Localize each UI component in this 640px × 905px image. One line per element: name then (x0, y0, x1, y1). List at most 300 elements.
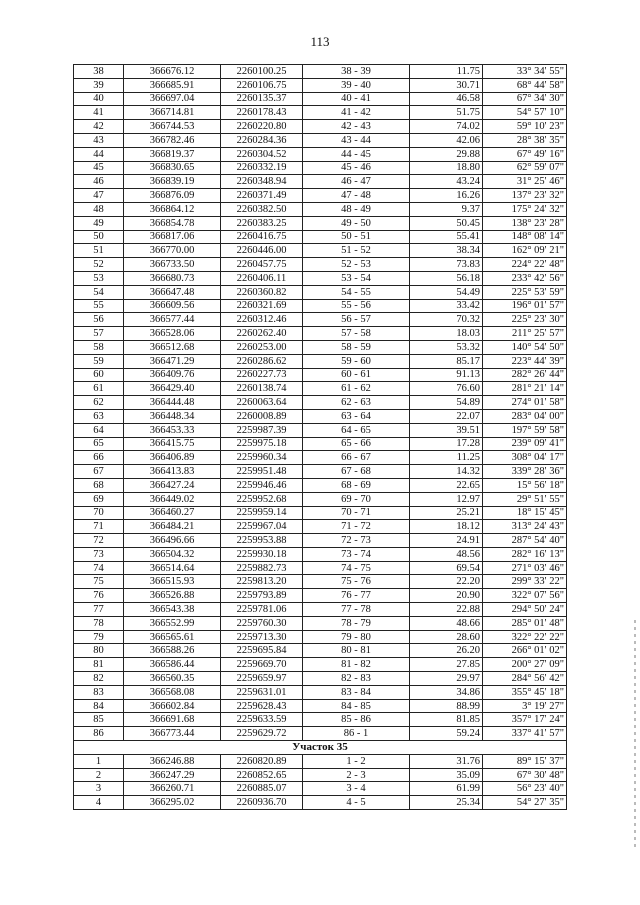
segment-cell: 67 - 68 (303, 465, 410, 479)
angle-cell: 29° 51' 55" (483, 492, 567, 506)
y-coordinate-cell: 2260820.89 (221, 754, 303, 768)
length-cell: 18.80 (410, 161, 483, 175)
table-row (74, 368, 567, 382)
y-coordinate-cell: 2260227.73 (221, 368, 303, 382)
y-coordinate-cell: 2260348.94 (221, 175, 303, 189)
x-coordinate-cell: 366552.99 (124, 616, 221, 630)
angle-cell: 18° 15' 45" (483, 506, 567, 520)
length-cell: 18.12 (410, 520, 483, 534)
angle-cell: 357° 17' 24" (483, 713, 567, 727)
point-number-cell: 3 (74, 782, 124, 796)
x-coordinate-cell: 366577.44 (124, 313, 221, 327)
angle-cell: 339° 28' 36" (483, 465, 567, 479)
angle-cell: 322° 22' 22" (483, 630, 567, 644)
angle-cell: 200° 27' 09" (483, 658, 567, 672)
point-number-cell: 79 (74, 630, 124, 644)
length-cell: 25.34 (410, 796, 483, 810)
length-cell: 16.26 (410, 189, 483, 203)
angle-cell: 67° 49' 16" (483, 147, 567, 161)
point-number-cell: 53 (74, 271, 124, 285)
x-coordinate-cell: 366647.48 (124, 285, 221, 299)
y-coordinate-cell: 2260135.37 (221, 92, 303, 106)
x-coordinate-cell: 366819.37 (124, 147, 221, 161)
table-row (74, 603, 567, 617)
y-coordinate-cell: 2259953.88 (221, 534, 303, 548)
x-coordinate-cell: 366854.78 (124, 216, 221, 230)
table-row (74, 133, 567, 147)
segment-cell: 58 - 59 (303, 340, 410, 354)
table-row (74, 727, 567, 741)
table-row (74, 271, 567, 285)
segment-cell: 45 - 46 (303, 161, 410, 175)
y-coordinate-cell: 2260262.40 (221, 327, 303, 341)
x-coordinate-cell: 366773.44 (124, 727, 221, 741)
table-row (74, 478, 567, 492)
table-row (74, 699, 567, 713)
segment-cell: 39 - 40 (303, 78, 410, 92)
x-coordinate-cell: 366586.44 (124, 658, 221, 672)
length-cell: 26.20 (410, 644, 483, 658)
point-number-cell: 47 (74, 189, 124, 203)
length-cell: 22.07 (410, 409, 483, 423)
x-coordinate-cell: 366427.24 (124, 478, 221, 492)
angle-cell: 140° 54' 50" (483, 340, 567, 354)
x-coordinate-cell: 366514.64 (124, 561, 221, 575)
length-cell: 38.34 (410, 244, 483, 258)
table-row (74, 65, 567, 79)
segment-cell: 51 - 52 (303, 244, 410, 258)
point-number-cell: 43 (74, 133, 124, 147)
length-cell: 70.32 (410, 313, 483, 327)
angle-cell: 281° 21' 14" (483, 382, 567, 396)
y-coordinate-cell: 2259628.43 (221, 699, 303, 713)
point-number-cell: 78 (74, 616, 124, 630)
point-number-cell: 68 (74, 478, 124, 492)
length-cell: 18.03 (410, 327, 483, 341)
length-cell: 27.85 (410, 658, 483, 672)
length-cell: 33.42 (410, 299, 483, 313)
length-cell: 30.71 (410, 78, 483, 92)
segment-cell: 70 - 71 (303, 506, 410, 520)
x-coordinate-cell: 366714.81 (124, 106, 221, 120)
y-coordinate-cell: 2260360.82 (221, 285, 303, 299)
x-coordinate-cell: 366444.48 (124, 396, 221, 410)
angle-cell: 148° 08' 14" (483, 230, 567, 244)
table-row (74, 796, 567, 810)
length-cell: 53.32 (410, 340, 483, 354)
x-coordinate-cell: 366453.33 (124, 423, 221, 437)
segment-cell: 1 - 2 (303, 754, 410, 768)
angle-cell: 3° 19' 27" (483, 699, 567, 713)
table-row (74, 230, 567, 244)
x-coordinate-cell: 366770.00 (124, 244, 221, 258)
length-cell: 14.32 (410, 465, 483, 479)
point-number-cell: 50 (74, 230, 124, 244)
table-row (74, 616, 567, 630)
angle-cell: 175° 24' 32" (483, 202, 567, 216)
point-number-cell: 75 (74, 575, 124, 589)
x-coordinate-cell: 366609.56 (124, 299, 221, 313)
length-cell: 22.65 (410, 478, 483, 492)
segment-cell: 52 - 53 (303, 258, 410, 272)
x-coordinate-cell: 366588.26 (124, 644, 221, 658)
x-coordinate-cell: 366528.06 (124, 327, 221, 341)
section-title: Участок 35 (74, 741, 567, 755)
table-row (74, 423, 567, 437)
point-number-cell: 55 (74, 299, 124, 313)
y-coordinate-cell: 2260286.62 (221, 354, 303, 368)
y-coordinate-cell: 2259781.06 (221, 603, 303, 617)
table-row (74, 78, 567, 92)
y-coordinate-cell: 2260284.36 (221, 133, 303, 147)
x-coordinate-cell: 366449.02 (124, 492, 221, 506)
point-number-cell: 48 (74, 202, 124, 216)
table-row (74, 754, 567, 768)
y-coordinate-cell: 2260312.46 (221, 313, 303, 327)
y-coordinate-cell: 2259946.46 (221, 478, 303, 492)
x-coordinate-cell: 366247.29 (124, 768, 221, 782)
x-coordinate-cell: 366295.02 (124, 796, 221, 810)
table-row (74, 285, 567, 299)
length-cell: 51.75 (410, 106, 483, 120)
length-cell: 85.17 (410, 354, 483, 368)
length-cell: 56.18 (410, 271, 483, 285)
segment-cell: 56 - 57 (303, 313, 410, 327)
length-cell: 31.76 (410, 754, 483, 768)
segment-cell: 59 - 60 (303, 354, 410, 368)
x-coordinate-cell: 366515.93 (124, 575, 221, 589)
segment-cell: 83 - 84 (303, 685, 410, 699)
angle-cell: 223° 44' 39" (483, 354, 567, 368)
x-coordinate-cell: 366876.09 (124, 189, 221, 203)
point-number-cell: 54 (74, 285, 124, 299)
x-coordinate-cell: 366460.27 (124, 506, 221, 520)
y-coordinate-cell: 2259951.48 (221, 465, 303, 479)
x-coordinate-cell: 366496.66 (124, 534, 221, 548)
point-number-cell: 76 (74, 589, 124, 603)
point-number-cell: 84 (74, 699, 124, 713)
length-cell: 91.13 (410, 368, 483, 382)
point-number-cell: 49 (74, 216, 124, 230)
table-row (74, 658, 567, 672)
length-cell: 54.89 (410, 396, 483, 410)
y-coordinate-cell: 2260406.11 (221, 271, 303, 285)
length-cell: 22.88 (410, 603, 483, 617)
segment-cell: 85 - 86 (303, 713, 410, 727)
table-row (74, 175, 567, 189)
table-row (74, 768, 567, 782)
angle-cell: 138° 23' 28" (483, 216, 567, 230)
segment-cell: 50 - 51 (303, 230, 410, 244)
angle-cell: 285° 01' 48" (483, 616, 567, 630)
point-number-cell: 46 (74, 175, 124, 189)
table-row (74, 161, 567, 175)
x-coordinate-cell: 366406.89 (124, 451, 221, 465)
table-row (74, 782, 567, 796)
segment-cell: 53 - 54 (303, 271, 410, 285)
y-coordinate-cell: 2260138.74 (221, 382, 303, 396)
x-coordinate-cell: 366512.68 (124, 340, 221, 354)
y-coordinate-cell: 2259882.73 (221, 561, 303, 575)
table-row (74, 575, 567, 589)
segment-cell: 40 - 41 (303, 92, 410, 106)
table-row (74, 685, 567, 699)
x-coordinate-cell: 366680.73 (124, 271, 221, 285)
length-cell: 28.60 (410, 630, 483, 644)
table-row (74, 327, 567, 341)
segment-cell: 74 - 75 (303, 561, 410, 575)
angle-cell: 54° 57' 10" (483, 106, 567, 120)
x-coordinate-cell: 366830.65 (124, 161, 221, 175)
angle-cell: 337° 41' 57" (483, 727, 567, 741)
angle-cell: 89° 15' 37" (483, 754, 567, 768)
segment-cell: 41 - 42 (303, 106, 410, 120)
y-coordinate-cell: 2260106.75 (221, 78, 303, 92)
coordinates-table (73, 64, 567, 810)
x-coordinate-cell: 366413.83 (124, 465, 221, 479)
table-row (74, 396, 567, 410)
table-row (74, 189, 567, 203)
angle-cell: 294° 50' 24" (483, 603, 567, 617)
y-coordinate-cell: 2259952.68 (221, 492, 303, 506)
length-cell: 29.88 (410, 147, 483, 161)
table-row (74, 216, 567, 230)
y-coordinate-cell: 2259960.34 (221, 451, 303, 465)
point-number-cell: 44 (74, 147, 124, 161)
x-coordinate-cell: 366744.53 (124, 120, 221, 134)
point-number-cell: 65 (74, 437, 124, 451)
y-coordinate-cell: 2260063.64 (221, 396, 303, 410)
segment-cell: 62 - 63 (303, 396, 410, 410)
point-number-cell: 52 (74, 258, 124, 272)
point-number-cell: 82 (74, 672, 124, 686)
point-number-cell: 64 (74, 423, 124, 437)
angle-cell: 15° 56' 18" (483, 478, 567, 492)
segment-cell: 77 - 78 (303, 603, 410, 617)
y-coordinate-cell: 2260332.19 (221, 161, 303, 175)
segment-cell: 72 - 73 (303, 534, 410, 548)
angle-cell: 162° 09' 21" (483, 244, 567, 258)
segment-cell: 48 - 49 (303, 202, 410, 216)
y-coordinate-cell: 2260852.65 (221, 768, 303, 782)
length-cell: 50.45 (410, 216, 483, 230)
point-number-cell: 51 (74, 244, 124, 258)
point-number-cell: 83 (74, 685, 124, 699)
table-row (74, 520, 567, 534)
segment-cell: 73 - 74 (303, 547, 410, 561)
table-row (74, 340, 567, 354)
y-coordinate-cell: 2259713.30 (221, 630, 303, 644)
point-number-cell: 63 (74, 409, 124, 423)
x-coordinate-cell: 366543.38 (124, 603, 221, 617)
length-cell: 81.85 (410, 713, 483, 727)
angle-cell: 225° 23' 30" (483, 313, 567, 327)
segment-cell: 65 - 66 (303, 437, 410, 451)
length-cell: 48.66 (410, 616, 483, 630)
segment-cell: 46 - 47 (303, 175, 410, 189)
y-coordinate-cell: 2260100.25 (221, 65, 303, 79)
table-row (74, 506, 567, 520)
segment-cell: 66 - 67 (303, 451, 410, 465)
point-number-cell: 86 (74, 727, 124, 741)
angle-cell: 274° 01' 58" (483, 396, 567, 410)
angle-cell: 266° 01' 02" (483, 644, 567, 658)
length-cell: 24.91 (410, 534, 483, 548)
length-cell: 35.09 (410, 768, 483, 782)
segment-cell: 64 - 65 (303, 423, 410, 437)
scan-edge-mark (634, 620, 636, 850)
y-coordinate-cell: 2259813.20 (221, 575, 303, 589)
length-cell: 29.97 (410, 672, 483, 686)
point-number-cell: 62 (74, 396, 124, 410)
segment-cell: 49 - 50 (303, 216, 410, 230)
y-coordinate-cell: 2259975.18 (221, 437, 303, 451)
angle-cell: 355° 45' 18" (483, 685, 567, 699)
y-coordinate-cell: 2260885.07 (221, 782, 303, 796)
angle-cell: 233° 42' 56" (483, 271, 567, 285)
table-row (74, 382, 567, 396)
table-row (74, 451, 567, 465)
table-row (74, 202, 567, 216)
point-number-cell: 41 (74, 106, 124, 120)
table-row (74, 92, 567, 106)
length-cell: 74.02 (410, 120, 483, 134)
segment-cell: 63 - 64 (303, 409, 410, 423)
length-cell: 20.90 (410, 589, 483, 603)
x-coordinate-cell: 366817.06 (124, 230, 221, 244)
x-coordinate-cell: 366697.04 (124, 92, 221, 106)
length-cell: 17.28 (410, 437, 483, 451)
angle-cell: 299° 33' 22" (483, 575, 567, 589)
angle-cell: 211° 25' 57" (483, 327, 567, 341)
length-cell: 61.99 (410, 782, 483, 796)
segment-cell: 54 - 55 (303, 285, 410, 299)
segment-cell: 82 - 83 (303, 672, 410, 686)
y-coordinate-cell: 2259633.59 (221, 713, 303, 727)
point-number-cell: 2 (74, 768, 124, 782)
x-coordinate-cell: 366568.08 (124, 685, 221, 699)
angle-cell: 196° 01' 57" (483, 299, 567, 313)
y-coordinate-cell: 2260382.50 (221, 202, 303, 216)
table-row (74, 106, 567, 120)
y-coordinate-cell: 2259695.84 (221, 644, 303, 658)
table-row (74, 713, 567, 727)
length-cell: 46.58 (410, 92, 483, 106)
y-coordinate-cell: 2260416.75 (221, 230, 303, 244)
x-coordinate-cell: 366415.75 (124, 437, 221, 451)
point-number-cell: 70 (74, 506, 124, 520)
y-coordinate-cell: 2260321.69 (221, 299, 303, 313)
point-number-cell: 1 (74, 754, 124, 768)
length-cell: 34.86 (410, 685, 483, 699)
y-coordinate-cell: 2260446.00 (221, 244, 303, 258)
y-coordinate-cell: 2259629.72 (221, 727, 303, 741)
point-number-cell: 77 (74, 603, 124, 617)
x-coordinate-cell: 366685.91 (124, 78, 221, 92)
angle-cell: 239° 09' 41" (483, 437, 567, 451)
point-number-cell: 4 (74, 796, 124, 810)
x-coordinate-cell: 366864.12 (124, 202, 221, 216)
section-row (74, 741, 567, 755)
table-row (74, 120, 567, 134)
point-number-cell: 60 (74, 368, 124, 382)
point-number-cell: 81 (74, 658, 124, 672)
y-coordinate-cell: 2260457.75 (221, 258, 303, 272)
length-cell: 76.60 (410, 382, 483, 396)
x-coordinate-cell: 366691.68 (124, 713, 221, 727)
segment-cell: 2 - 3 (303, 768, 410, 782)
angle-cell: 282° 16' 13" (483, 547, 567, 561)
angle-cell: 67° 30' 48" (483, 768, 567, 782)
page-number: 113 (310, 34, 330, 49)
segment-cell: 71 - 72 (303, 520, 410, 534)
y-coordinate-cell: 2260253.00 (221, 340, 303, 354)
segment-cell: 47 - 48 (303, 189, 410, 203)
angle-cell: 137° 23' 32" (483, 189, 567, 203)
length-cell: 54.49 (410, 285, 483, 299)
y-coordinate-cell: 2260936.70 (221, 796, 303, 810)
point-number-cell: 72 (74, 534, 124, 548)
segment-cell: 43 - 44 (303, 133, 410, 147)
length-cell: 42.06 (410, 133, 483, 147)
x-coordinate-cell: 366526.88 (124, 589, 221, 603)
segment-cell: 3 - 4 (303, 782, 410, 796)
point-number-cell: 58 (74, 340, 124, 354)
table-row (74, 437, 567, 451)
table-body-main (74, 65, 567, 741)
segment-cell: 86 - 1 (303, 727, 410, 741)
table-body-section-35 (74, 754, 567, 809)
x-coordinate-cell: 366839.19 (124, 175, 221, 189)
table-row (74, 534, 567, 548)
x-coordinate-cell: 366484.21 (124, 520, 221, 534)
point-number-cell: 42 (74, 120, 124, 134)
point-number-cell: 74 (74, 561, 124, 575)
point-number-cell: 80 (74, 644, 124, 658)
table-row (74, 561, 567, 575)
point-number-cell: 56 (74, 313, 124, 327)
y-coordinate-cell: 2259659.97 (221, 672, 303, 686)
segment-cell: 44 - 45 (303, 147, 410, 161)
table-row (74, 147, 567, 161)
length-cell: 88.99 (410, 699, 483, 713)
y-coordinate-cell: 2259669.70 (221, 658, 303, 672)
x-coordinate-cell: 366733.50 (124, 258, 221, 272)
x-coordinate-cell: 366448.34 (124, 409, 221, 423)
table-row (74, 492, 567, 506)
segment-cell: 68 - 69 (303, 478, 410, 492)
x-coordinate-cell: 366409.76 (124, 368, 221, 382)
angle-cell: 225° 53' 59" (483, 285, 567, 299)
segment-cell: 84 - 85 (303, 699, 410, 713)
segment-cell: 81 - 82 (303, 658, 410, 672)
x-coordinate-cell: 366602.84 (124, 699, 221, 713)
y-coordinate-cell: 2260383.25 (221, 216, 303, 230)
table-row (74, 672, 567, 686)
angle-cell: 271° 03' 46" (483, 561, 567, 575)
length-cell: 69.54 (410, 561, 483, 575)
segment-cell: 61 - 62 (303, 382, 410, 396)
point-number-cell: 66 (74, 451, 124, 465)
angle-cell: 54° 27' 35" (483, 796, 567, 810)
y-coordinate-cell: 2260178.43 (221, 106, 303, 120)
angle-cell: 28° 38' 35" (483, 133, 567, 147)
point-number-cell: 45 (74, 161, 124, 175)
segment-cell: 69 - 70 (303, 492, 410, 506)
point-number-cell: 61 (74, 382, 124, 396)
length-cell: 73.83 (410, 258, 483, 272)
segment-cell: 57 - 58 (303, 327, 410, 341)
